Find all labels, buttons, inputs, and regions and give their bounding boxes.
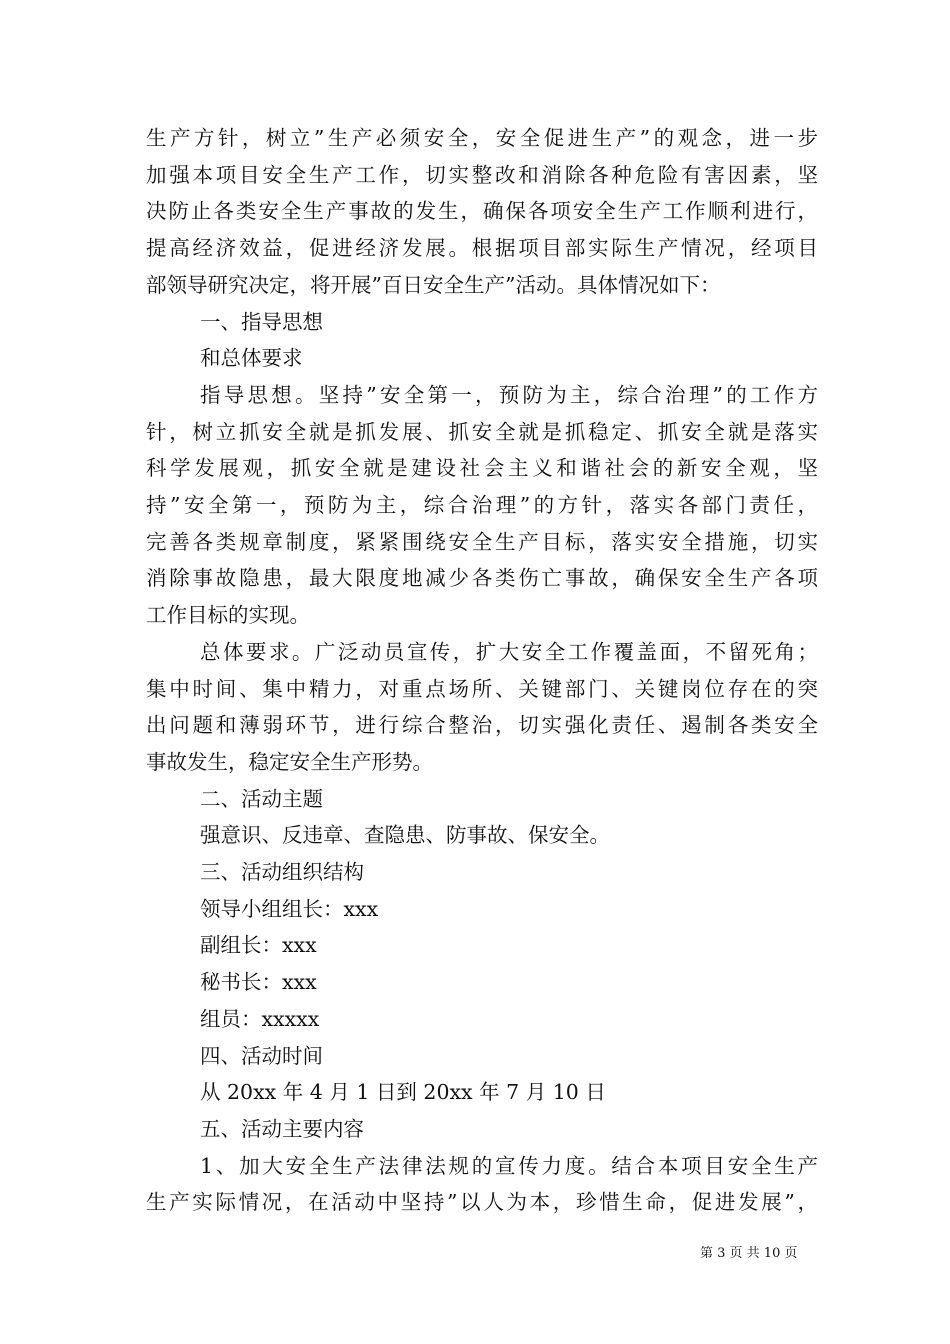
list-item: 领导小组组长：xxx [200,896,379,921]
paragraph-line: 消除事故隐患，最大限度地减少各类伤亡事故，确保安全生产各项 [146,566,818,591]
section-heading: 三、活动组织结构 [200,860,364,885]
paragraph-line: 针，树立抓安全就是抓发展、抓安全就是抓稳定、抓安全就是落实 [146,419,818,444]
body-text [146,120,818,1221]
paragraph-line: 完善各类规章制度，紧紧围绕安全生产目标，落实安全措施，切实 [146,529,818,554]
paragraph-line: 集中时间、集中精力，对重点场所、关键部门、关键岗位存在的突 [146,676,818,701]
section-heading: 和总体要求 [200,346,303,371]
paragraph-line: 总体要求。广泛动员宣传，扩大安全工作覆盖面，不留死角； [200,639,818,664]
paragraph-line: 从 20xx 年 4 月 1 日到 20xx 年 7 月 10 日 [200,1080,606,1105]
page-number-footer: 第 3 页 共 10 页 [700,1246,798,1261]
paragraph-line: 科学发展观，抓安全就是建设社会主义和谐社会的新安全观，坚 [146,456,818,481]
paragraph-line: 指导思想。坚持”安全第一，预防为主，综合治理”的工作方 [200,382,818,407]
paragraph-line: 生产方针，树立”生产必须安全，安全促进生产”的观念，进一步 [146,126,818,150]
list-item: 秘书长：xxx [200,970,317,995]
paragraph-line: 出问题和薄弱环节，进行综合整治，切实强化责任、遏制各类安全 [146,713,818,738]
section-heading: 四、活动时间 [200,1043,323,1068]
section-heading: 五、活动主要内容 [200,1116,364,1141]
paragraph-line: 部领导研究决定，将开展”百日安全生产”活动。具体情况如下： [146,272,721,297]
paragraph-line: 决防止各类安全生产事故的发生，确保各项安全生产工作顺利进行， [146,199,818,224]
paragraph-line: 事故发生，稳定安全生产形势。 [146,749,433,774]
list-item: 组员：xxxxx [200,1006,320,1031]
section-heading: 一、指导思想 [200,309,323,334]
paragraph-line: 持”安全第一，预防为主，综合治理”的方针，落实各部门责任， [146,493,818,518]
paragraph-line: 工作目标的实现。 [146,603,310,628]
paragraph-line: 生产实际情况，在活动中坚持”以人为本，珍惜生命，促进发展”， [146,1190,818,1215]
paragraph-line: 强意识、反违章、查隐患、防事故、保安全。 [200,823,610,848]
paragraph-line: 提高经济效益，促进经济发展。根据项目部实际生产情况，经项目 [146,236,818,261]
list-item: 副组长：xxx [200,933,317,958]
section-heading: 二、活动主题 [200,786,323,811]
paragraph-line: 加强本项目安全生产工作，切实整改和消除各种危险有害因素，坚 [146,162,818,187]
paragraph-line: 1、加大安全生产法律法规的宣传力度。结合本项目安全生产 [200,1153,818,1178]
